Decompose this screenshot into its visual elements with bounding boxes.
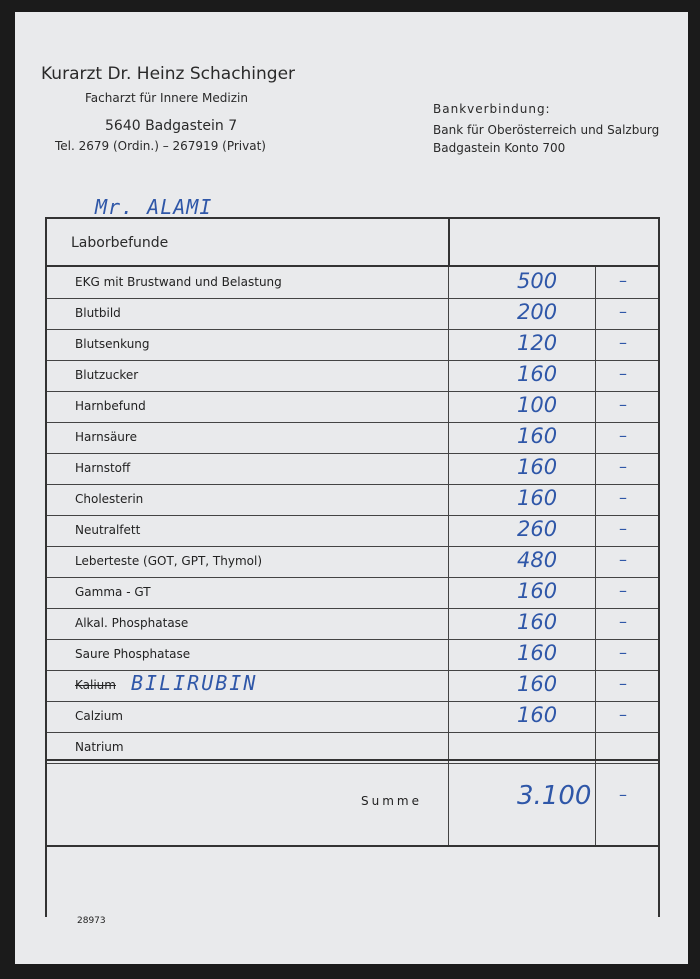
row-dash: – [619,426,627,445]
table-row [47,298,658,330]
row-label: Cholesterin [75,492,144,506]
table-row [47,701,658,733]
sum-box [47,759,658,847]
row-dash: – [619,643,627,662]
row-dash: – [619,364,627,383]
table-row [47,391,658,423]
bank-account: Badgastein Konto 700 [433,141,566,155]
row-amount: 160 [517,362,558,386]
row-dash: – [619,395,627,414]
row-amount: 480 [517,548,558,572]
table-title-blank [450,219,658,267]
row-dash: – [619,581,627,600]
invoice-paper [15,12,688,964]
table-row [47,577,658,609]
doctor-phone: Tel. 2679 (Ordin.) – 267919 (Privat) [55,139,266,153]
table-row [47,670,658,702]
row-amount: 500 [517,269,558,293]
table-row [47,639,658,671]
sum-divider-right [595,761,596,845]
table-title-cell [47,219,450,267]
row-handwritten-label: BILIRUBIN [131,671,258,695]
row-dash: – [619,705,627,724]
form-number: 28973 [77,916,106,926]
sum-label: Summe [361,794,422,808]
row-amount: 100 [517,393,558,417]
table-row [47,360,658,392]
row-label: Blutzucker [75,368,139,382]
column-divider-label [448,267,449,759]
row-amount: 160 [517,424,558,448]
bank-title: Bankverbindung: [433,102,551,116]
row-amount: 120 [517,331,558,355]
sum-divider-left [448,761,449,845]
row-amount: 160 [517,610,558,634]
doctor-specialty: Facharzt für Innere Medizin [85,91,248,105]
row-dash: – [619,674,627,693]
table-row [47,267,658,299]
row-dash: – [619,302,627,321]
row-label: Calzium [75,709,123,723]
row-dash: – [619,519,627,538]
table-row [47,515,658,547]
row-dash: – [619,457,627,476]
row-amount: 160 [517,672,558,696]
table-row [47,422,658,454]
row-dash: – [619,333,627,352]
table-title: Laborbefunde [71,235,169,251]
row-amount: 260 [517,517,558,541]
row-amount: 160 [517,703,558,727]
row-label: Natrium [75,740,124,754]
table-row [47,329,658,361]
row-dash: – [619,612,627,631]
row-label: Gamma - GT [75,585,151,599]
row-label: Harnsäure [75,430,137,444]
column-divider-amount [595,267,596,759]
row-label: Leberteste (GOT, GPT, Thymol) [75,554,262,568]
patient-name: Mr. ALAMI [95,195,213,219]
row-dash: – [619,550,627,569]
row-label: Harnstoff [75,461,131,475]
row-dash: – [619,271,627,290]
row-label: Kalium [75,678,116,692]
row-amount: 160 [517,486,558,510]
row-label: Neutralfett [75,523,141,537]
row-amount: 200 [517,300,558,324]
doctor-name: Kurarzt Dr. Heinz Schachinger [41,64,296,84]
row-label: Blutsenkung [75,337,150,351]
row-amount: 160 [517,641,558,665]
row-label: EKG mit Brustwand und Belastung [75,275,282,289]
row-label: Alkal. Phosphatase [75,616,189,630]
doctor-address: 5640 Badgastein 7 [105,118,238,134]
sum-amount: 3.100 [517,781,592,811]
table-row [47,453,658,485]
row-label: Saure Phosphatase [75,647,191,661]
table-row [47,546,658,578]
bank-name: Bank für Oberösterreich und Salzburg [433,123,660,137]
row-label: Harnbefund [75,399,146,413]
sum-dash: – [619,785,627,804]
table-row [47,484,658,516]
lab-results-table [45,217,660,917]
row-amount: 160 [517,579,558,603]
row-amount: 160 [517,455,558,479]
table-row [47,608,658,640]
row-label: Blutbild [75,306,121,320]
row-dash: – [619,488,627,507]
